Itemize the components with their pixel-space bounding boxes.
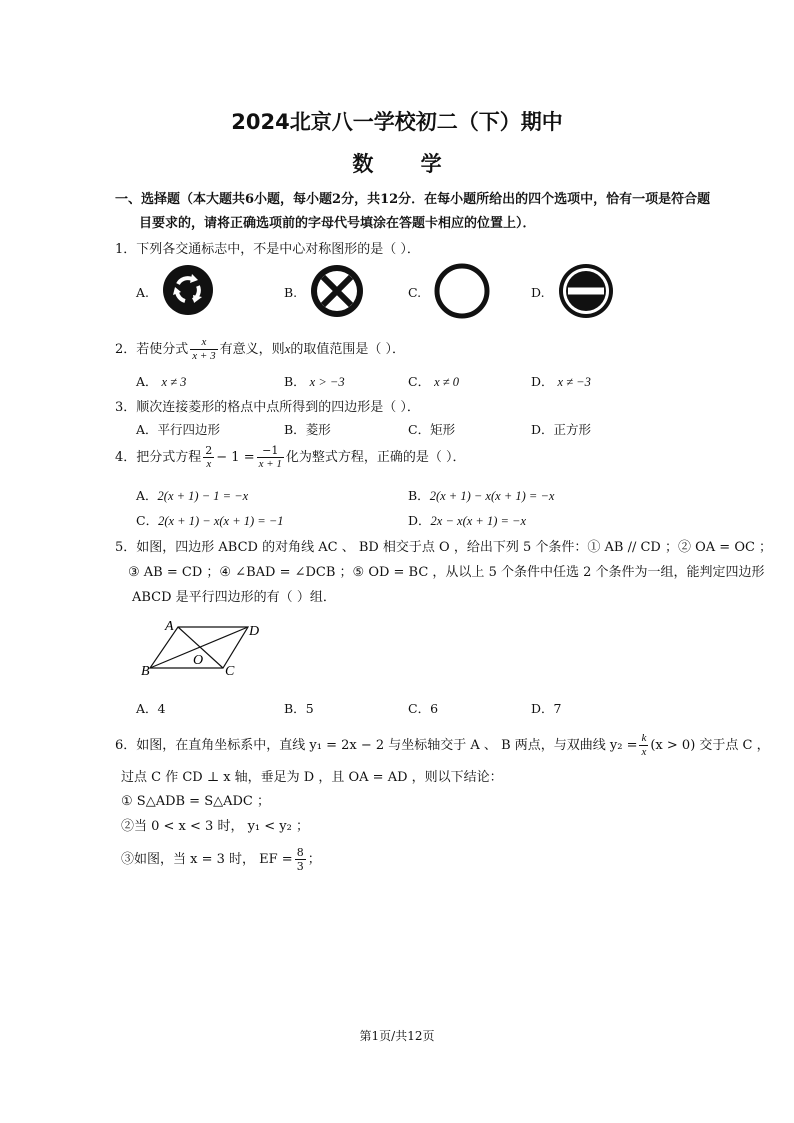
q4-option-d bbox=[408, 511, 526, 529]
q6-conclusion-3-fraction bbox=[295, 846, 306, 873]
q2-option-b-label: B． bbox=[284, 374, 306, 389]
q5-option-c bbox=[408, 699, 438, 717]
q4-option-a bbox=[136, 486, 248, 504]
q3-option-b bbox=[284, 420, 331, 438]
q3-option-a bbox=[136, 420, 220, 438]
q4-option-d-text: 2x − x(x + 1) = −x bbox=[430, 514, 527, 528]
parallelogram-figure bbox=[138, 616, 268, 680]
q3-option-a-label: A． bbox=[136, 422, 158, 437]
q2-option-c bbox=[408, 372, 459, 390]
vertex-label-d: D bbox=[249, 624, 260, 639]
q4-fraction-2-denominator: x + 1 bbox=[258, 458, 282, 470]
q2-option-a bbox=[136, 372, 186, 390]
intersection-label-o: O bbox=[193, 653, 204, 668]
q4-option-c bbox=[136, 511, 284, 529]
q4-option-c-label: C． bbox=[136, 513, 159, 528]
q5-option-c-text: 6 bbox=[430, 701, 439, 716]
prohibition-ring-sign-icon bbox=[434, 263, 490, 319]
q5-option-b bbox=[284, 699, 314, 717]
q2-option-a-text: x ≠ 3 bbox=[161, 375, 187, 389]
q3-option-d-text: 正方形 bbox=[553, 422, 592, 437]
q2-option-d-text: x ≠ −3 bbox=[557, 375, 591, 389]
q5-option-a bbox=[136, 699, 165, 717]
q2-stem bbox=[115, 336, 405, 363]
q2-fraction bbox=[190, 336, 217, 363]
q6-line1 bbox=[115, 732, 770, 759]
q6-fraction bbox=[639, 732, 648, 759]
q3-option-d-label: D． bbox=[531, 422, 554, 437]
q5-option-d-text: 7 bbox=[553, 701, 562, 716]
q2-option-c-text: x ≠ 0 bbox=[434, 375, 459, 389]
q3-option-b-label: B． bbox=[284, 422, 306, 437]
q2-stem-post: 有意义，则 bbox=[219, 342, 285, 357]
q6-conclusion-3-denominator: 3 bbox=[296, 860, 304, 873]
no-stopping-sign-icon bbox=[310, 264, 364, 318]
q5-option-c-label: C． bbox=[408, 701, 431, 716]
q4-option-b-label: B． bbox=[408, 488, 430, 503]
q6-line1-part-b: (x > 0) 交于点 C ， bbox=[650, 738, 770, 753]
subject-heading: 数 学 bbox=[352, 152, 442, 176]
q1-option-c-label: C. bbox=[408, 285, 422, 300]
q6-line1-part-a: 6．如图，在直角坐标系中，直线 y₁ = 2x − 2 与坐标轴交于 A 、 B 两点，与双曲线 y₂ = bbox=[115, 738, 638, 753]
q4-fraction-1-denominator: x bbox=[206, 458, 212, 470]
q6-conclusion-2: ②当 0 < x < 3 时， y₁ < y₂ ； bbox=[121, 819, 309, 834]
page-title: 2024北京八一学校初二（下）期中 bbox=[231, 110, 563, 134]
q3-stem: 3．顺次连接菱形的格点中点所得到的四边形是（ ）． bbox=[115, 400, 420, 415]
q2-stem-pre: 2．若使分式 bbox=[115, 342, 189, 357]
q1-option-b-label: B. bbox=[284, 285, 298, 300]
q1-option-a-label: A. bbox=[136, 285, 150, 300]
page-footer: 第1页/共12页 bbox=[359, 1029, 435, 1043]
q4-stem bbox=[115, 444, 466, 471]
vertex-label-b: B bbox=[141, 664, 150, 679]
q3-option-c bbox=[408, 420, 455, 438]
q5-option-d bbox=[531, 699, 561, 717]
vertex-label-a: A bbox=[165, 619, 174, 634]
q3-option-d bbox=[531, 420, 591, 438]
q4-fraction-1 bbox=[203, 444, 214, 471]
q4-fraction-2-numerator: −1 bbox=[257, 444, 284, 458]
q5-option-b-text: 5 bbox=[305, 701, 314, 716]
q5-line2: ③ AB = CD ；④ ∠BAD = ∠DCB ；⑤ OD = BC ，从以上 5 个条件中任选 2 个条件为一组，能判定四边形 bbox=[128, 565, 765, 580]
q4-option-a-label: A． bbox=[136, 488, 158, 503]
q6-conclusion-3 bbox=[121, 846, 321, 873]
q4-option-a-text: 2(x + 1) − 1 = −x bbox=[157, 489, 249, 503]
q6-fraction-numerator: k bbox=[641, 732, 647, 744]
q2-option-b bbox=[284, 372, 345, 390]
q3-option-c-text: 矩形 bbox=[430, 422, 456, 437]
q2-option-d bbox=[531, 372, 591, 390]
q2-option-a-label: A． bbox=[136, 374, 158, 389]
q2-stem-post2: 的取值范围是（ ）． bbox=[290, 342, 406, 357]
q6-conclusion-3-pre: ③如图，当 x = 3 时， EF = bbox=[121, 852, 293, 867]
q5-option-d-label: D． bbox=[531, 701, 554, 716]
q3-option-b-text: 菱形 bbox=[305, 422, 331, 437]
q3-option-a-text: 平行四边形 bbox=[157, 422, 221, 437]
q2-option-c-label: C． bbox=[408, 374, 431, 389]
q2-option-b-text: x > −3 bbox=[309, 375, 345, 389]
q2-fraction-denominator: x + 3 bbox=[192, 350, 216, 362]
section-heading-line1: 一、选择题（本大题共6小题，每小题2分，共12分．在每小题所给出的四个选项中，恰有一项是符合题 bbox=[115, 192, 711, 207]
q4-option-b-text: 2(x + 1) − x(x + 1) = −x bbox=[429, 489, 555, 503]
q5-option-a-label: A． bbox=[136, 701, 158, 716]
q6-fraction-denominator: x bbox=[641, 746, 647, 758]
q4-stem-post: 化为整式方程，正确的是（ ）． bbox=[285, 450, 466, 465]
vertex-label-c: C bbox=[225, 664, 235, 679]
q4-option-c-text: 2(x + 1) − x(x + 1) = −1 bbox=[158, 514, 284, 528]
q6-conclusion-3-numerator: 8 bbox=[296, 846, 304, 859]
q5-line3: ABCD 是平行四边形的有（ ）组． bbox=[132, 590, 336, 605]
q1-option-d-label: D. bbox=[531, 285, 545, 300]
q6-conclusion-3-post: ； bbox=[307, 852, 321, 867]
section-heading-line2: 目要求的，请将正确选项前的字母代号填涂在答题卡相应的位置上）． bbox=[139, 216, 536, 231]
q3-option-c-label: C． bbox=[408, 422, 431, 437]
q5-option-a-text: 4 bbox=[157, 701, 166, 716]
q4-stem-pre: 4．把分式方程 bbox=[115, 450, 202, 465]
q4-option-d-label: D． bbox=[408, 513, 431, 528]
roundabout-sign-icon bbox=[162, 264, 214, 316]
q1-stem: 1．下列各交通标志中，不是中心对称图形的是（ ）． bbox=[115, 242, 420, 257]
q4-stem-mid: − 1 = bbox=[216, 450, 255, 465]
q5-line1: 5．如图，四边形 ABCD 的对角线 AC 、 BD 相交于点 O ，给出下列 5 个条件：① AB // CD ；② OA = OC ； bbox=[115, 540, 773, 555]
q2-option-d-label: D． bbox=[531, 374, 554, 389]
q6-line2: 过点 C 作 CD ⊥ x 轴，垂足为 D ，且 OA = AD ，则以下结论： bbox=[121, 770, 503, 785]
no-entry-sign-icon bbox=[558, 263, 614, 319]
q5-option-b-label: B． bbox=[284, 701, 306, 716]
q4-fraction-2 bbox=[257, 444, 284, 471]
q4-fraction-1-numerator: 2 bbox=[205, 444, 213, 457]
q4-option-b bbox=[408, 486, 554, 504]
q2-fraction-numerator: x bbox=[190, 336, 217, 350]
q6-conclusion-1: ① S△ADB = S△ADC ； bbox=[121, 794, 271, 809]
q2-variable: x bbox=[284, 341, 291, 356]
